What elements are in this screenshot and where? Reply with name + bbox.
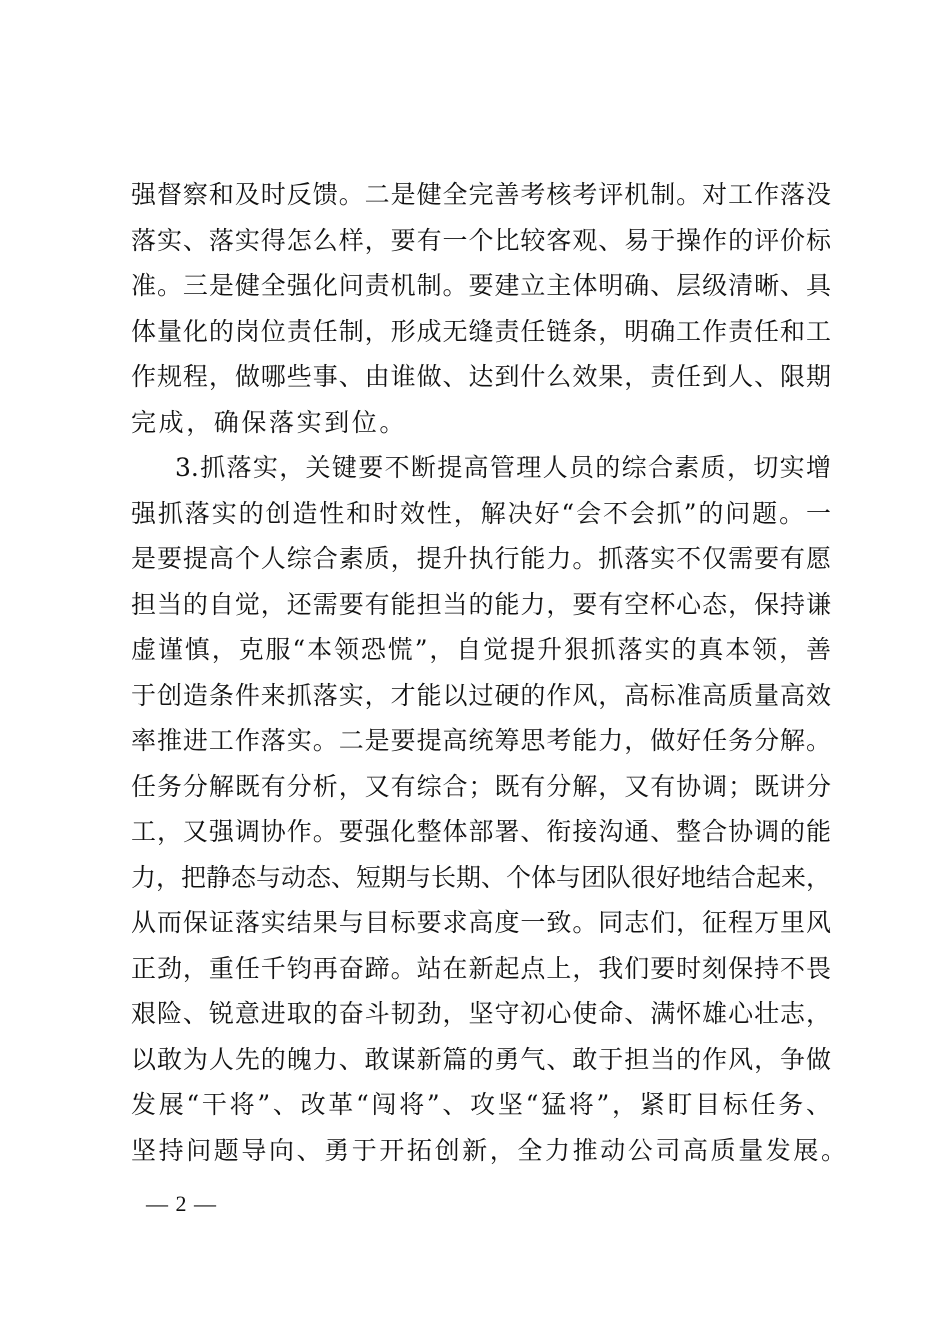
text-line: 于创造条件来抓落实，才能以过硬的作风，高标准高质量高效: [131, 680, 831, 710]
text-line: 强抓落实的创造性和时效性，解决好“会不会抓”的问题。一: [131, 498, 831, 528]
text-line: 力，把静态与动态、短期与长期、个体与团队很好地结合起来，: [131, 862, 832, 892]
text-line: 强督察和及时反馈。二是健全完善考核考评机制。对工作落没: [131, 180, 831, 209]
text-line: 作规程，做哪些事、由谁做、达到什么效果，责任到人、限期: [131, 362, 831, 391]
text-line: 工，又强调协作。要强化整体部署、衔接沟通、整合协调的能: [131, 817, 831, 846]
text-line: 发展“干将”、改革“闯将”、攻坚“猛将”，紧盯目标任务、: [131, 1090, 831, 1119]
text-line: 完成，确保落实到位。: [131, 407, 408, 437]
text-line: 体量化的岗位责任制，形成无缝责任链条，明确工作责任和工: [131, 316, 831, 346]
text-line: 任务分解既有分析，又有综合；既有分解，又有协调；既讲分: [131, 771, 831, 801]
text-line: 率推进工作落实。二是要提高统筹思考能力，做好任务分解。: [131, 726, 831, 755]
text-line: 以敢为人先的魄力、敢谋新篇的勇气、敢于担当的作风，争做: [131, 1044, 831, 1074]
body-text: [131, 172, 849, 1173]
text-line: 担当的自觉，还需要有能担当的能力，要有空杯心态，保持谦: [131, 589, 831, 619]
text-line: 虚谨慎，克服“本领恐慌”，自觉提升狠抓落实的真本领，善: [131, 635, 831, 664]
text-line: 从而保证落实结果与目标要求高度一致。同志们，征程万里风: [131, 908, 831, 937]
text-line: 坚持问题导向、勇于开拓创新，全力推动公司高质量发展。: [131, 1135, 849, 1165]
text-line: 落实、落实得怎么样，要有一个比较客观、易于操作的评价标: [131, 225, 831, 255]
paragraph-heading-line: 3.抓落实，关键要不断提高管理人员的综合素质，切实增: [175, 453, 831, 482]
text-line: 是要提高个人综合素质，提升执行能力。抓落实不仅需要有愿: [131, 544, 831, 573]
text-line: 准。三是健全强化问责机制。要建立主体明确、层级清晰、具: [131, 271, 831, 300]
page-number: — 2 —: [146, 1191, 217, 1216]
text-line: 艰险、锐意进取的奋斗韧劲，坚守初心使命、满怀雄心壮志，: [131, 999, 831, 1028]
text-line: 正劲，重任千钧再奋蹄。站在新起点上，我们要时刻保持不畏: [131, 953, 831, 983]
